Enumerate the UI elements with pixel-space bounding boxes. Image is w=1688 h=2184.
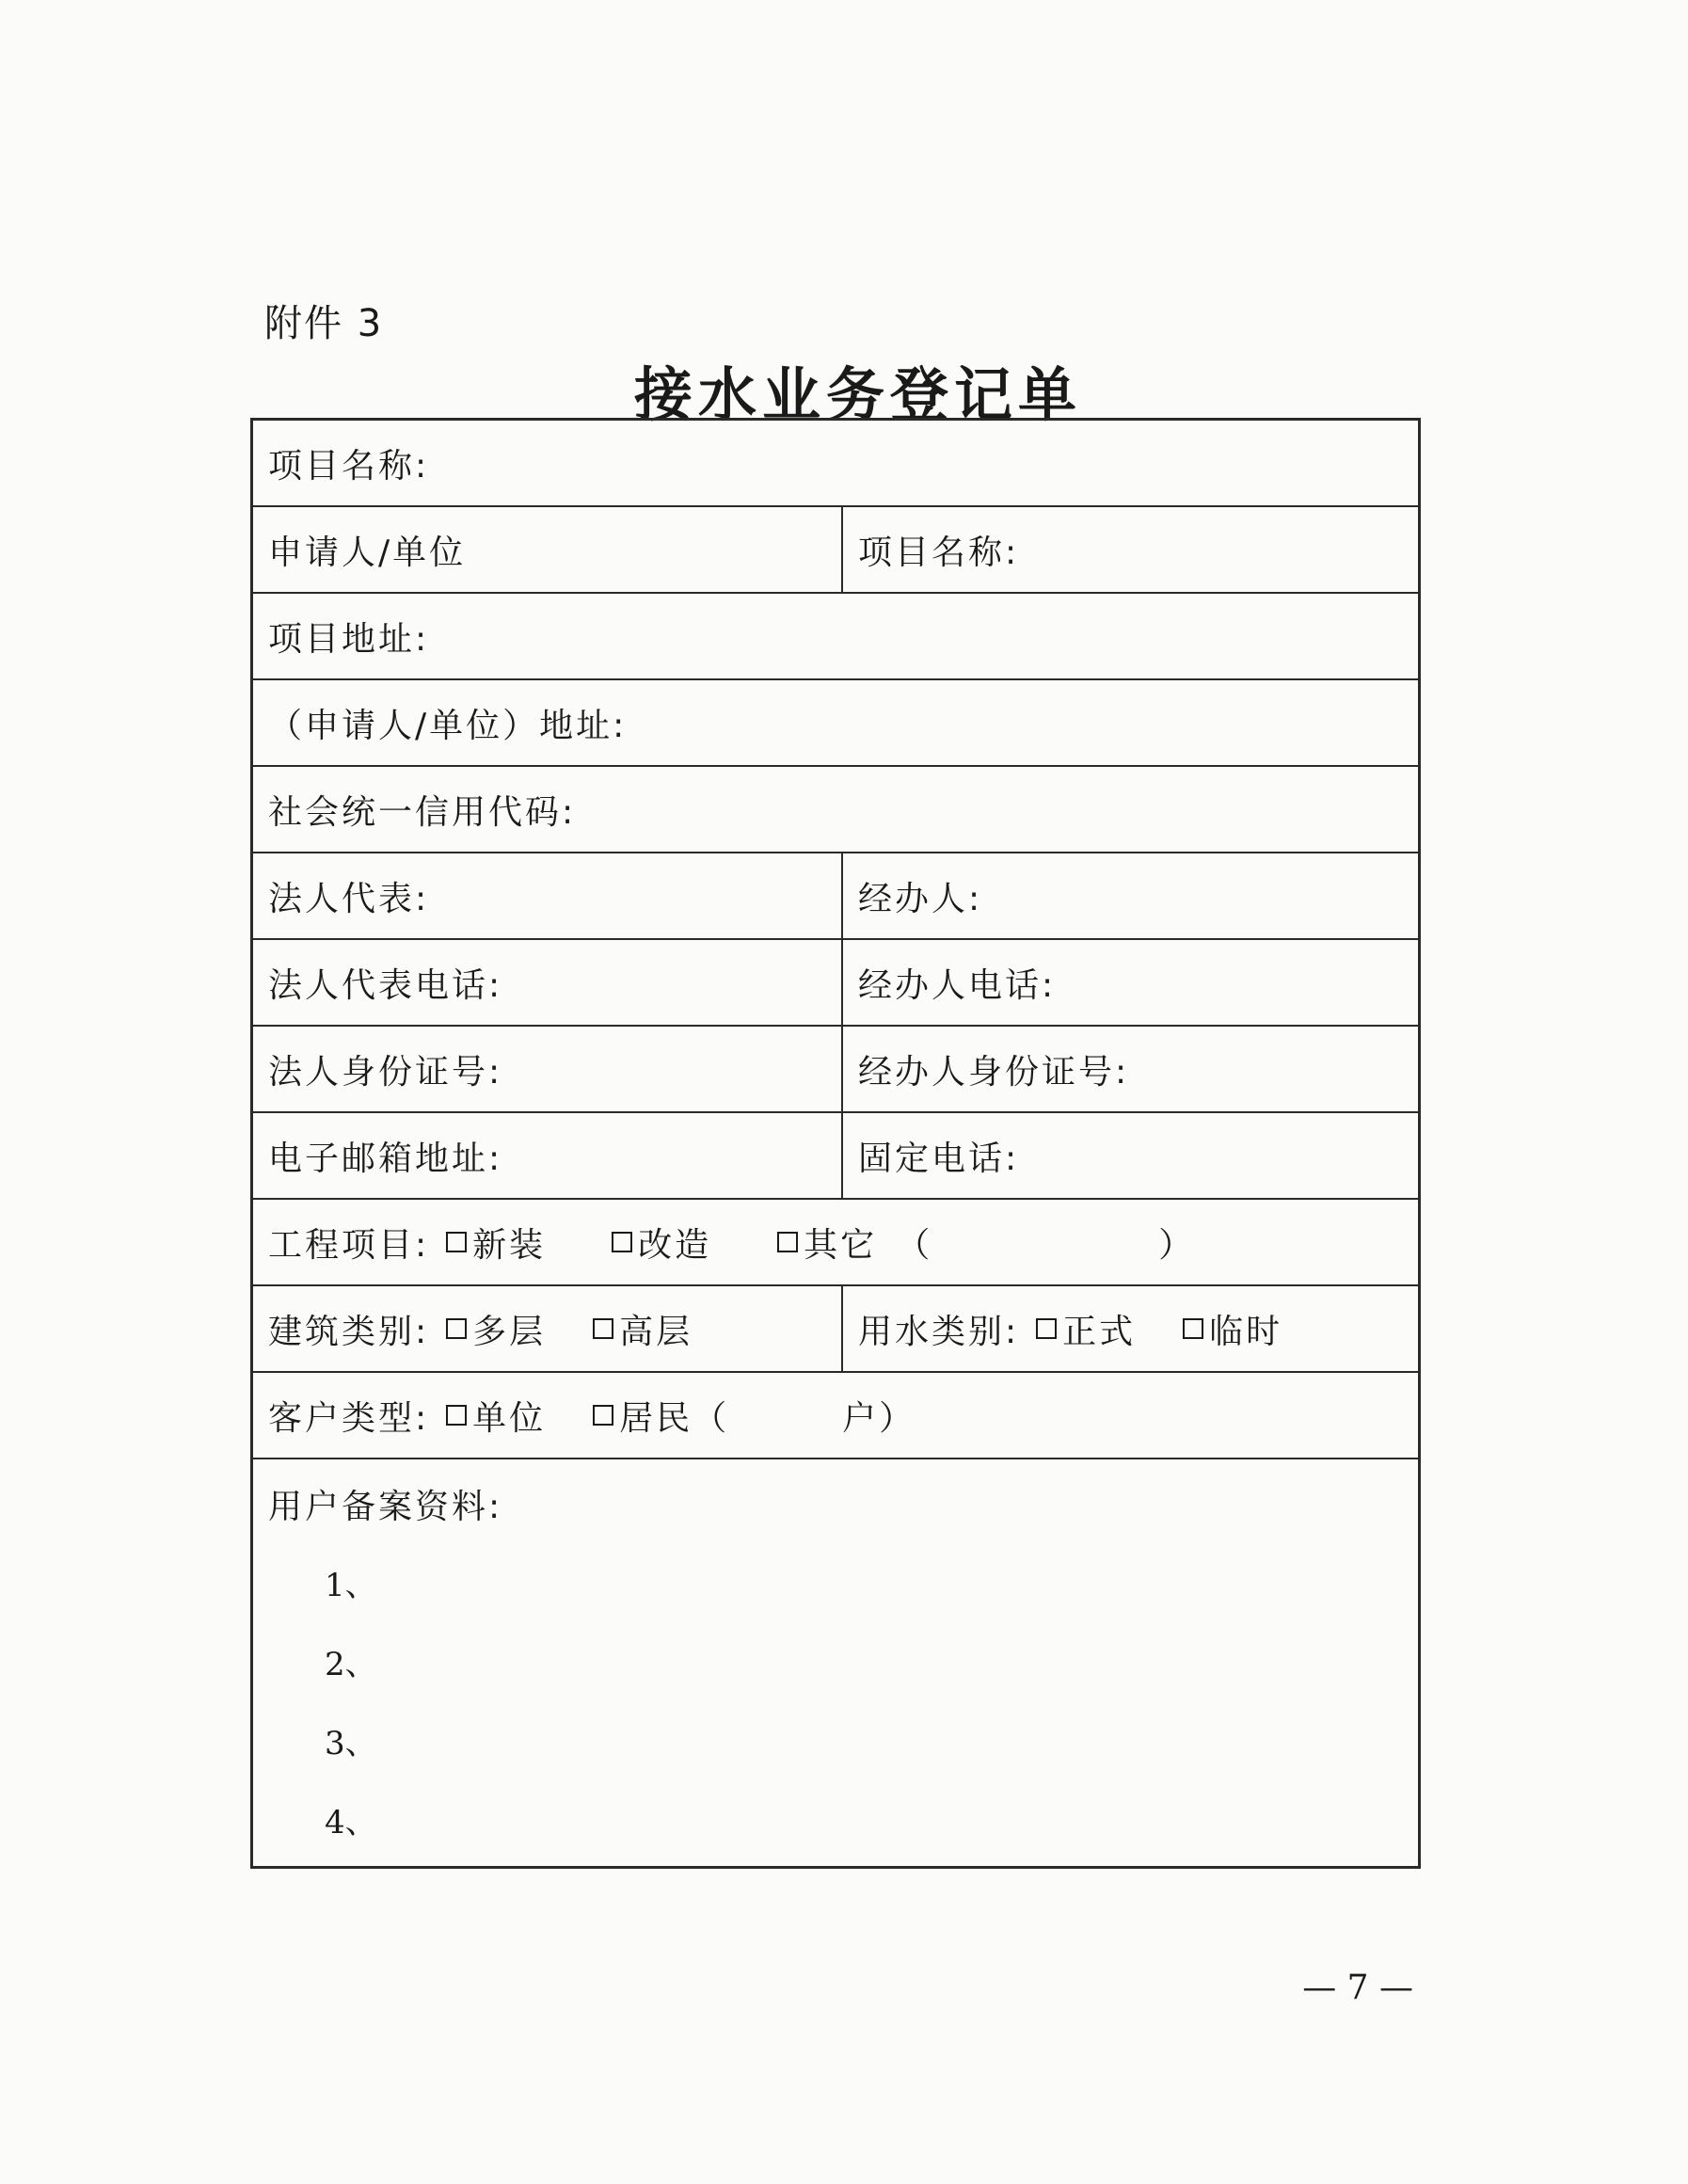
applicant-address-field[interactable]: （申请人/单位）地址: bbox=[268, 706, 628, 745]
fixed-phone-field[interactable]: 固定电话: bbox=[858, 1139, 1020, 1178]
registration-form bbox=[250, 418, 1421, 1869]
applicant-field[interactable]: 申请人/单位 bbox=[253, 507, 843, 592]
legal-rep-phone-field[interactable]: 法人代表电话: bbox=[253, 940, 843, 1025]
checkbox-icon bbox=[1036, 1318, 1057, 1339]
checkbox-icon bbox=[446, 1405, 467, 1426]
project-type-group bbox=[253, 1200, 1418, 1284]
building-type-label: 建筑类别: bbox=[268, 1312, 430, 1351]
row-applicant-address bbox=[253, 680, 1418, 767]
customer-type-label: 客户类型: bbox=[268, 1398, 430, 1438]
page-number: — 7 — bbox=[1302, 1969, 1413, 2007]
other-paren-close: ） bbox=[1158, 1225, 1196, 1265]
checkbox-icon bbox=[612, 1232, 632, 1252]
option-label: 临时 bbox=[1209, 1312, 1283, 1351]
building-type-group bbox=[253, 1286, 843, 1371]
checkbox-new-install[interactable] bbox=[446, 1219, 546, 1267]
checkbox-icon bbox=[446, 1232, 467, 1252]
project-address-field[interactable]: 项目地址: bbox=[268, 619, 430, 659]
email-field[interactable]: 电子邮箱地址: bbox=[253, 1113, 843, 1198]
other-paren-open: （ bbox=[896, 1225, 933, 1265]
form-title: 接水业务登记单 bbox=[633, 360, 1082, 429]
legal-rep-id-field[interactable]: 法人身份证号: bbox=[253, 1027, 843, 1111]
row-representatives bbox=[253, 853, 1418, 940]
record-item: 3、 bbox=[325, 1725, 377, 1762]
records-section[interactable] bbox=[253, 1459, 1418, 1866]
checkbox-icon bbox=[446, 1318, 467, 1339]
record-item: 1、 bbox=[325, 1567, 377, 1604]
option-label: 改造 bbox=[638, 1225, 712, 1265]
handler-phone-field[interactable]: 经办人电话: bbox=[858, 965, 1057, 1005]
checkbox-organization[interactable] bbox=[446, 1392, 546, 1440]
option-label: 多层 bbox=[472, 1312, 547, 1351]
option-label: 单位 bbox=[472, 1398, 547, 1438]
option-label: 新装 bbox=[472, 1225, 547, 1265]
handler-field[interactable]: 经办人: bbox=[858, 879, 983, 918]
row-credit-code bbox=[253, 767, 1418, 853]
project-name-field[interactable]: 项目名称: bbox=[268, 446, 430, 486]
checkbox-renovation[interactable] bbox=[612, 1219, 711, 1267]
record-item: 4、 bbox=[325, 1804, 377, 1841]
checkbox-other[interactable] bbox=[777, 1219, 877, 1267]
option-label: 居民（ bbox=[619, 1398, 730, 1438]
checkbox-icon bbox=[593, 1405, 613, 1426]
checkbox-high-rise[interactable] bbox=[593, 1305, 693, 1353]
checkbox-icon bbox=[1183, 1318, 1203, 1339]
checkbox-multi-storey[interactable] bbox=[446, 1305, 546, 1353]
row-applicant bbox=[253, 507, 1418, 594]
attachment-label: 附件 3 bbox=[264, 302, 384, 345]
checkbox-icon bbox=[593, 1318, 613, 1339]
row-contact bbox=[253, 1113, 1418, 1200]
legal-rep-field[interactable]: 法人代表: bbox=[253, 853, 843, 938]
checkbox-resident[interactable] bbox=[593, 1392, 729, 1440]
row-building-water bbox=[253, 1286, 1418, 1373]
row-customer-type bbox=[253, 1373, 1418, 1459]
water-type-group bbox=[843, 1286, 1418, 1371]
handler-id-field[interactable]: 经办人身份证号: bbox=[858, 1052, 1130, 1092]
option-label: 高层 bbox=[619, 1312, 693, 1351]
records-label: 用户备案资料: bbox=[268, 1488, 503, 1526]
customer-type-group bbox=[253, 1373, 1418, 1458]
water-type-label: 用水类别: bbox=[858, 1312, 1020, 1351]
option-label: 正式 bbox=[1062, 1312, 1137, 1351]
checkbox-permanent[interactable] bbox=[1036, 1305, 1136, 1353]
row-project-address bbox=[253, 594, 1418, 680]
project-type-label: 工程项目: bbox=[268, 1225, 430, 1265]
row-project-name bbox=[253, 421, 1418, 507]
checkbox-icon bbox=[777, 1232, 798, 1252]
option-label: 其它 bbox=[804, 1225, 878, 1265]
checkbox-temporary[interactable] bbox=[1183, 1305, 1282, 1353]
row-phones bbox=[253, 940, 1418, 1027]
households-suffix: 户） bbox=[842, 1398, 916, 1438]
row-project-type bbox=[253, 1200, 1418, 1286]
project-name-field-2[interactable]: 项目名称: bbox=[858, 533, 1020, 572]
row-id-numbers bbox=[253, 1027, 1418, 1113]
credit-code-field[interactable]: 社会统一信用代码: bbox=[268, 792, 577, 832]
record-item: 2、 bbox=[325, 1646, 377, 1683]
